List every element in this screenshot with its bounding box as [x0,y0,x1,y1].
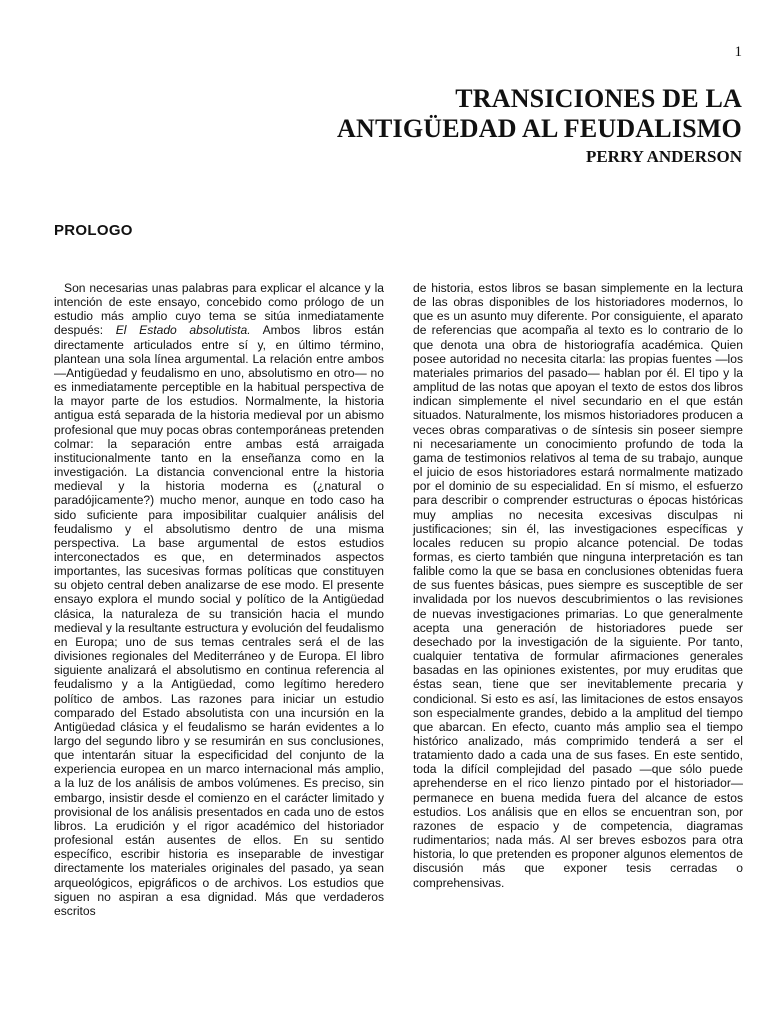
section-heading: PROLOGO [54,222,133,239]
page-number: 1 [734,44,742,60]
left-column [54,281,384,918]
left-column-paragraph [54,281,384,918]
book-title-reference: El Estado absolutista. [115,323,251,338]
title-line-2: ANTIGÜEDAD AL FEUDALISMO [337,114,742,143]
title-block [337,84,742,168]
right-column-paragraph: de historia, estos libros se basan simplemente en la lectura de las obras disponibles de los historiadores modernos, lo que es un asunto muy diferente. Por consiguiente, el aparato de referencias que acompaña al texto es lo contrario de lo que denota una obra de historiografía académica. Quien posee autoridad no necesita citarla: las propias fuentes —los materiales primarios del pasado— hablan por él. El tipo y la amplitud de las notas que apoyan el texto de estos dos libros indican simplemente el nivel secundario en el que están situados. Naturalmente, los mismos historiadores producen a veces obras comparativas o de síntesis sin poseer siempre ni necesariamente un conocimiento profundo de toda la gama de testimonios relativos al tema de su trabajo, aunque el juicio de esos historiadores estará normalmente matizado por el dominio de su especialidad. En sí mismo, el esfuerzo para describir o comprender estructuras o épocas históricas muy amplias no necesita excesivas disculpas ni justificaciones; sin él, las investigaciones específicas y locales reducen su propio alcance potencial. De todas formas, es cierto también que ninguna interpretación es tan falible como la que se basa en conclusiones obtenidas fuera de sus fuentes básicas, pues siempre es susceptible de ser invalidada por los nuevos descubrimientos o las revisiones de nuevas investigaciones primarias. Lo que generalmente acepta una generación de historiadores puede ser desechado por la investigación de la siguiente. Por tanto, cualquier tentativa de formular afirmaciones generales basadas en las opiniones existentes, por muy eruditas que éstas sean, tiene que ser inevitablemente precaria y condicional. Si esto es así, las limitaciones de estos ensayos son especialmente grandes, debido a la amplitud del tiempo que abarcan. En efecto, cuanto más amplio sea el tiempo histórico analizado, más comprimido tenderá a ser el tratamiento dado a cada una de sus fases. En este sentido, toda la difícil complejidad del pasado —que sólo puede aprehenderse en el rico lienzo pintado por el historiador— permanece en buena medida fuera del alcance de estos estudios. Los análisis que en ellos se encuentran son, por razones de espacio y de competencia, diagramas rudimentarios; nada más. Al ser breves esbozos para otra historia, lo que pretenden es proponer algunos elementos de discusión más que exponer tesis cerradas o comprehensivas. [413,281,743,890]
left-text-part2: Ambos libros están directamente articulados entre sí y, en último término, plantean una sola línea argumental. La relación entre ambos —Antigüedad y feudalismo en uno, absolutismo en otro— no es inmediatamente perceptible en la habitual perspectiva de la mayor parte de los estudios. Normalmente, la historia antigua está separada de la historia medieval por un abismo profesional que muy pocas obras contemporáneas pretenden colmar: la separación entre ambas está arraigada institucionalmente tanto en la enseñanza como en la investigación. La distancia convencional entre la historia medieval y la historia moderna es (¿natural o paradójicamente?) mucho menor, aunque en todo caso ha sido suficiente para imposibilitar cualquier análisis del feudalismo y el absolutismo dentro de una misma perspectiva. La base argumental de estos estudios interconectados es que, en determinados aspectos importantes, las sucesivas formas políticas que constituyen su objeto central deben analizarse de ese modo. El presente ensayo explora el mundo social y político de la Antigüedad clásica, la naturaleza de su transición hacia el mundo medieval y la resultante estructura y evolución del feudalismo en Europa; uno de sus temas centrales será el de las divisiones regionales del Mediterráneo y de Europa. El libro siguiente analizará el absolutismo en continua referencia al feudalismo y a la Antigüedad, como legítimo heredero político de ambos. Las razones para iniciar un estudio comparado del Estado absolutista con una incursión en la Antigüedad clásica y el feudalismo se harán evidentes a lo largo del segundo libro y se resumirán en sus conclusiones, que intentarán situar la especificidad del conjunto de la experiencia europea en un marco internacional más amplio, a la luz de los análisis de ambos volúmenes. Es preciso, sin embargo, insistir desde el comienzo en el carácter limitado y provisional de los análisis presentados en cada uno de estos libros. La erudición y el rigor académico del historiador profesional están ausentes de ellos. En su sentido específico, escribir historia es inseparable de investigar directamente los materiales originales del pasado, ya sean arqueológicos, epigráficos o de archivos. Los estudios que siguen no aspiran a esa dignidad. Más que verdaderos escritos [54,323,384,918]
right-column [413,281,743,890]
left-text-part1: Son necesarias unas palabras para explicar el alcance y la intención de este ensayo, concebido como prólogo de un estudio más amplio cuyo tema se sitúa inmediatamente después: [54,281,384,338]
author-name: PERRY ANDERSON [585,147,742,166]
title-line-1: TRANSICIONES DE LA [455,84,742,113]
